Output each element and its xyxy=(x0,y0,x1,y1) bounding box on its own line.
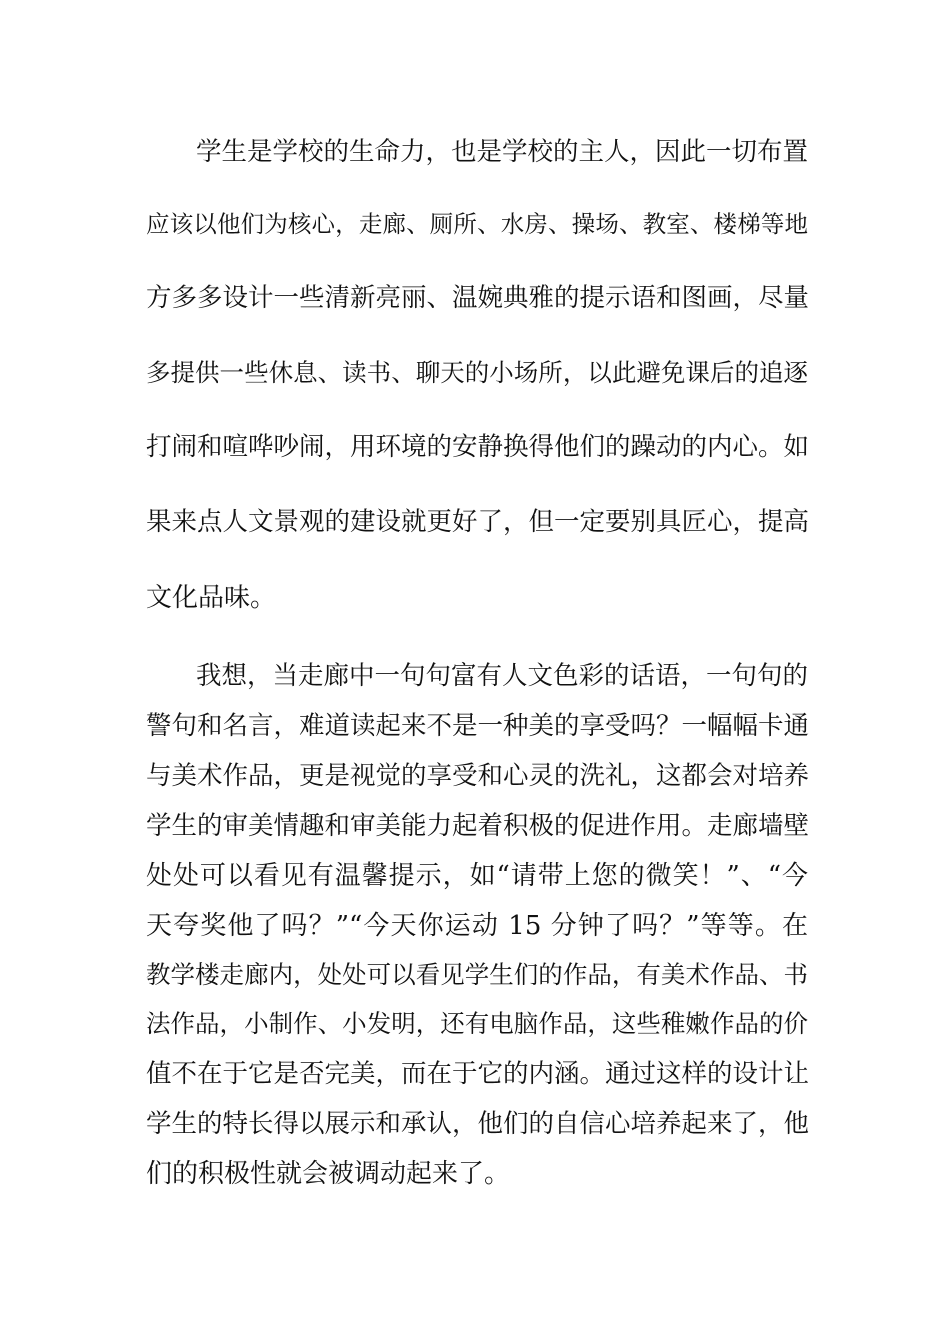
paragraph-2-line-5: 处处可以看见有温馨提示，如“请带上您的微笑！”、“今 xyxy=(146,861,808,891)
paragraph-1-line-6: 果来点人文景观的建设就更好了，但一定要别具匠心，提高 xyxy=(146,507,810,537)
paragraph-1-line-4: 多提供一些休息、读书、聊天的小场所，以此避免课后的追逐 xyxy=(146,358,808,387)
paragraph-1-line-2: 应该以他们为核心，走廊、厕所、水房、操场、教室、楼梯等地 xyxy=(146,210,808,238)
paragraph-2-line-11: 们的积极性就会被调动起来了。 xyxy=(146,1159,511,1189)
paragraph-1-line-1: 学生是学校的生命力，也是学校的主人，因此一切布置 xyxy=(196,137,809,167)
paragraph-2-line-7: 教学楼走廊内，处处可以看见学生们的作品，有美术作品、书 xyxy=(146,960,808,989)
paragraph-1-line-5: 打闹和喧哗吵闹，用环境的安静换得他们的躁动的内心。如 xyxy=(146,432,810,462)
paragraph-2-line-3: 与美术作品，更是视觉的享受和心灵的洗礼，这都会对培养 xyxy=(146,761,810,791)
paragraph-1-line-7: 文化品味。 xyxy=(146,583,277,613)
paragraph-2-line-2: 警句和名言，难道读起来不是一种美的享受吗？一幅幅卡通 xyxy=(146,711,810,741)
paragraph-2-line-10: 学生的特长得以展示和承认，他们的自信心培养起来了，他 xyxy=(146,1109,810,1139)
paragraph-2-line-8: 法作品，小制作、小发明，还有电脑作品，这些稚嫩作品的价 xyxy=(146,1009,808,1038)
paragraph-2-line-6: 天夸奖他了吗？”“今天你运动 15 分钟了吗？”等等。在 xyxy=(146,911,808,941)
paragraph-2-line-9: 值不在于它是否完美，而在于它的内涵。通过这样的设计让 xyxy=(146,1059,810,1089)
paragraph-2-line-4: 学生的审美情趣和审美能力起着积极的促进作用。走廊墙壁 xyxy=(146,811,810,841)
paragraph-2-line-1: 我想，当走廊中一句句富有人文色彩的话语，一句句的 xyxy=(196,661,809,691)
paragraph-1-line-3: 方多多设计一些清新亮丽、温婉典雅的提示语和图画，尽量 xyxy=(146,283,810,313)
